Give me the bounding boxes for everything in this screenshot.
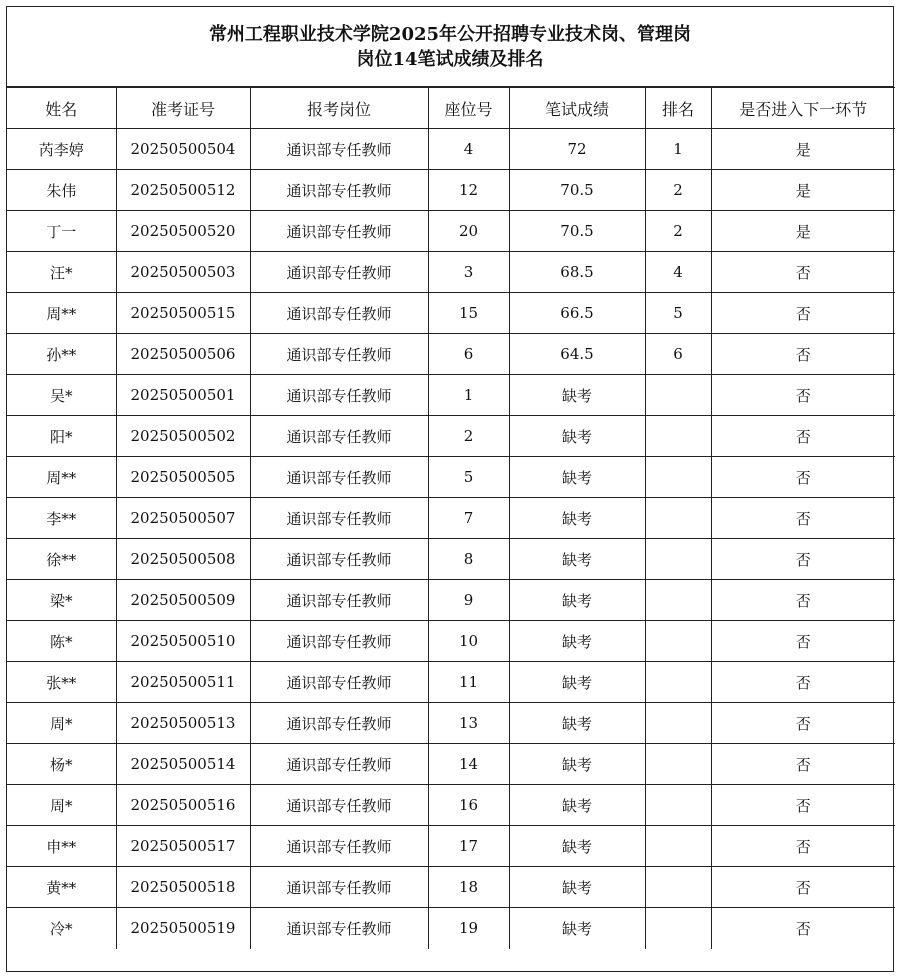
cell-next-stage: 否: [711, 785, 895, 826]
cell-seat: 2: [428, 416, 509, 457]
results-sheet: [6, 6, 894, 972]
cell-exam-id: 20250500513: [116, 703, 250, 744]
cell-name: 陈*: [7, 621, 116, 662]
cell-exam-id: 20250500520: [116, 211, 250, 252]
cell-next-stage: 否: [711, 703, 895, 744]
cell-rank: [645, 703, 711, 744]
cell-rank: [645, 867, 711, 908]
cell-name: 黄**: [7, 867, 116, 908]
cell-exam-id: 20250500517: [116, 826, 250, 867]
cell-position: 通识部专任教师: [250, 129, 428, 170]
table-row: [7, 744, 895, 785]
cell-position: 通识部专任教师: [250, 252, 428, 293]
cell-next-stage: 是: [711, 129, 895, 170]
cell-score: 68.5: [509, 252, 645, 293]
cell-score: 缺考: [509, 826, 645, 867]
cell-next-stage: 否: [711, 334, 895, 375]
cell-position: 通识部专任教师: [250, 211, 428, 252]
cell-name: 阳*: [7, 416, 116, 457]
cell-name: 周*: [7, 785, 116, 826]
header-exam-id: 准考证号: [116, 88, 250, 129]
cell-next-stage: 否: [711, 621, 895, 662]
cell-score: 缺考: [509, 498, 645, 539]
cell-seat: 9: [428, 580, 509, 621]
cell-rank: 2: [645, 211, 711, 252]
cell-exam-id: 20250500511: [116, 662, 250, 703]
cell-next-stage: 否: [711, 744, 895, 785]
table-row: [7, 785, 895, 826]
cell-position: 通识部专任教师: [250, 416, 428, 457]
cell-rank: [645, 457, 711, 498]
cell-name: 汪*: [7, 252, 116, 293]
cell-next-stage: 否: [711, 908, 895, 949]
header-position: 报考岗位: [250, 88, 428, 129]
cell-score: 缺考: [509, 580, 645, 621]
cell-next-stage: 否: [711, 662, 895, 703]
cell-position: 通识部专任教师: [250, 293, 428, 334]
cell-rank: [645, 498, 711, 539]
cell-position: 通识部专任教师: [250, 580, 428, 621]
cell-exam-id: 20250500519: [116, 908, 250, 949]
cell-exam-id: 20250500501: [116, 375, 250, 416]
cell-next-stage: 是: [711, 211, 895, 252]
cell-score: 缺考: [509, 703, 645, 744]
header-rank: 排名: [645, 88, 711, 129]
cell-seat: 15: [428, 293, 509, 334]
cell-next-stage: 是: [711, 170, 895, 211]
cell-exam-id: 20250500506: [116, 334, 250, 375]
cell-name: 李**: [7, 498, 116, 539]
cell-score: 缺考: [509, 375, 645, 416]
cell-position: 通识部专任教师: [250, 621, 428, 662]
table-row: [7, 416, 895, 457]
cell-exam-id: 20250500515: [116, 293, 250, 334]
cell-next-stage: 否: [711, 375, 895, 416]
cell-seat: 6: [428, 334, 509, 375]
cell-rank: [645, 580, 711, 621]
table-row: [7, 170, 895, 211]
cell-position: 通识部专任教师: [250, 826, 428, 867]
cell-score: 72: [509, 129, 645, 170]
cell-score: 70.5: [509, 170, 645, 211]
cell-position: 通识部专任教师: [250, 498, 428, 539]
cell-seat: 16: [428, 785, 509, 826]
cell-exam-id: 20250500505: [116, 457, 250, 498]
cell-name: 周**: [7, 293, 116, 334]
table-row: [7, 621, 895, 662]
table-row: [7, 662, 895, 703]
table-body: [7, 129, 895, 949]
cell-name: 申**: [7, 826, 116, 867]
header-next-stage: 是否进入下一环节: [711, 88, 895, 129]
cell-exam-id: 20250500507: [116, 498, 250, 539]
cell-seat: 14: [428, 744, 509, 785]
cell-seat: 12: [428, 170, 509, 211]
cell-seat: 20: [428, 211, 509, 252]
cell-next-stage: 否: [711, 416, 895, 457]
cell-score: 缺考: [509, 867, 645, 908]
cell-score: 缺考: [509, 785, 645, 826]
cell-position: 通识部专任教师: [250, 908, 428, 949]
cell-score: 缺考: [509, 416, 645, 457]
header-score: 笔试成绩: [509, 88, 645, 129]
cell-next-stage: 否: [711, 457, 895, 498]
table-row: [7, 129, 895, 170]
cell-next-stage: 否: [711, 252, 895, 293]
table-row: [7, 375, 895, 416]
table-header-row: [7, 88, 895, 129]
cell-next-stage: 否: [711, 498, 895, 539]
cell-position: 通识部专任教师: [250, 662, 428, 703]
cell-exam-id: 20250500518: [116, 867, 250, 908]
cell-score: 缺考: [509, 539, 645, 580]
cell-name: 杨*: [7, 744, 116, 785]
cell-rank: [645, 785, 711, 826]
cell-exam-id: 20250500502: [116, 416, 250, 457]
table-row: [7, 580, 895, 621]
table-row: [7, 826, 895, 867]
cell-rank: [645, 662, 711, 703]
cell-next-stage: 否: [711, 539, 895, 580]
cell-exam-id: 20250500514: [116, 744, 250, 785]
header-name: 姓名: [7, 88, 116, 129]
cell-position: 通识部专任教师: [250, 334, 428, 375]
cell-next-stage: 否: [711, 580, 895, 621]
cell-next-stage: 否: [711, 293, 895, 334]
cell-position: 通识部专任教师: [250, 785, 428, 826]
cell-rank: [645, 826, 711, 867]
cell-position: 通识部专任教师: [250, 375, 428, 416]
cell-exam-id: 20250500512: [116, 170, 250, 211]
cell-name: 丁一: [7, 211, 116, 252]
cell-name: 周*: [7, 703, 116, 744]
cell-name: 梁*: [7, 580, 116, 621]
cell-position: 通识部专任教师: [250, 744, 428, 785]
cell-name: 徐**: [7, 539, 116, 580]
table-row: [7, 498, 895, 539]
cell-rank: 4: [645, 252, 711, 293]
cell-next-stage: 否: [711, 826, 895, 867]
table-row: [7, 334, 895, 375]
cell-score: 缺考: [509, 744, 645, 785]
cell-seat: 10: [428, 621, 509, 662]
cell-exam-id: 20250500509: [116, 580, 250, 621]
table-row: [7, 908, 895, 949]
cell-seat: 7: [428, 498, 509, 539]
cell-rank: [645, 375, 711, 416]
title-line-2: 岗位14笔试成绩及排名: [356, 48, 544, 70]
table-row: [7, 457, 895, 498]
cell-seat: 3: [428, 252, 509, 293]
cell-rank: [645, 621, 711, 662]
cell-exam-id: 20250500504: [116, 129, 250, 170]
cell-score: 66.5: [509, 293, 645, 334]
table-row: [7, 539, 895, 580]
cell-seat: 4: [428, 129, 509, 170]
cell-exam-id: 20250500510: [116, 621, 250, 662]
cell-seat: 18: [428, 867, 509, 908]
cell-score: 缺考: [509, 908, 645, 949]
cell-score: 缺考: [509, 662, 645, 703]
cell-seat: 1: [428, 375, 509, 416]
cell-rank: 5: [645, 293, 711, 334]
cell-position: 通识部专任教师: [250, 539, 428, 580]
cell-exam-id: 20250500503: [116, 252, 250, 293]
cell-seat: 5: [428, 457, 509, 498]
table-row: [7, 252, 895, 293]
cell-name: 冷*: [7, 908, 116, 949]
document-title: [7, 7, 893, 87]
cell-rank: 1: [645, 129, 711, 170]
cell-exam-id: 20250500508: [116, 539, 250, 580]
table-row: [7, 211, 895, 252]
cell-rank: 6: [645, 334, 711, 375]
cell-name: 吴*: [7, 375, 116, 416]
cell-exam-id: 20250500516: [116, 785, 250, 826]
cell-seat: 17: [428, 826, 509, 867]
cell-position: 通识部专任教师: [250, 867, 428, 908]
cell-score: 缺考: [509, 457, 645, 498]
title-line-1: 常州工程职业技术学院2025年公开招聘专业技术岗、管理岗: [208, 23, 692, 45]
cell-seat: 8: [428, 539, 509, 580]
cell-rank: 2: [645, 170, 711, 211]
cell-seat: 11: [428, 662, 509, 703]
cell-score: 缺考: [509, 621, 645, 662]
cell-rank: [645, 908, 711, 949]
table-row: [7, 867, 895, 908]
cell-position: 通识部专任教师: [250, 457, 428, 498]
header-seat: 座位号: [428, 88, 509, 129]
cell-score: 70.5: [509, 211, 645, 252]
cell-position: 通识部专任教师: [250, 703, 428, 744]
cell-position: 通识部专任教师: [250, 170, 428, 211]
cell-rank: [645, 539, 711, 580]
cell-name: 张**: [7, 662, 116, 703]
cell-name: 周**: [7, 457, 116, 498]
cell-next-stage: 否: [711, 867, 895, 908]
cell-name: 芮李婷: [7, 129, 116, 170]
cell-rank: [645, 744, 711, 785]
cell-score: 64.5: [509, 334, 645, 375]
cell-name: 孙**: [7, 334, 116, 375]
cell-seat: 13: [428, 703, 509, 744]
cell-rank: [645, 416, 711, 457]
cell-seat: 19: [428, 908, 509, 949]
cell-name: 朱伟: [7, 170, 116, 211]
results-table: [7, 87, 895, 949]
table-row: [7, 703, 895, 744]
table-row: [7, 293, 895, 334]
